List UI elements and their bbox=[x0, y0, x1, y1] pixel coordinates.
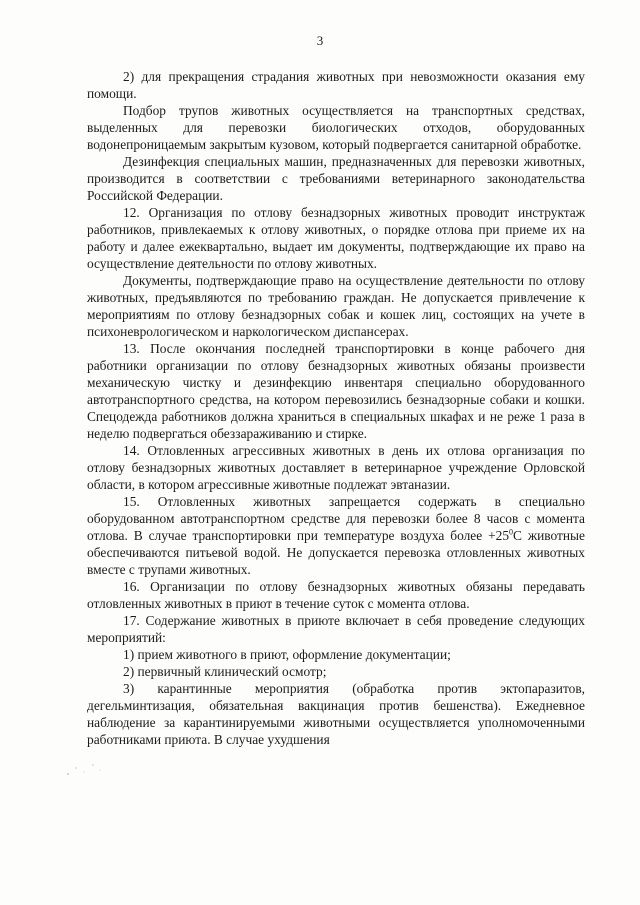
paragraph-15-tail: С животные обеспечиваются питьевой водой. Не допускается перевозка отловленных животных вместе с трупами животных. bbox=[87, 528, 585, 577]
paragraph-15-text: 15. Отловленных животных запрещается содержать в специально оборудованном автотранспортном средстве для перевозки более 8 часов с момента отлова. В случае транспортировки при температуре воздуха более bbox=[87, 494, 585, 543]
degree-mark: 0 bbox=[509, 527, 514, 537]
paragraph: Документы, подтверждающие право на осуществление деятельности по отлову животных, предъявляются по требованию граждан. Не допускается привлечение к мероприятиям по отлову безнадзорных собак и кошек лиц, состоящих на учете в психоневрологическом и наркологическом диспансерах. bbox=[87, 273, 585, 339]
paragraph-15 bbox=[87, 493, 585, 578]
page-number: 3 bbox=[316, 33, 324, 48]
paragraph: 17. Содержание животных в приюте включает в себя проведение следующих мероприятий: bbox=[87, 613, 585, 645]
paragraph: 12. Организация по отлову безнадзорных животных проводит инструктаж работников, привлекаемых к отлову животных, о порядке отлова при приеме их на работу и далее ежеквартально, выдает им документы, подтверждающие их право на осуществление деятельности по отлову животных. bbox=[87, 205, 585, 271]
paragraph: 2) для прекращения страдания животных при невозможности оказания ему помощи. bbox=[87, 69, 585, 101]
paragraph: 16. Организации по отлову безнадзорных животных обязаны передавать отловленных животных в приют в течение суток с момента отлова. bbox=[87, 579, 585, 611]
scan-noise bbox=[62, 756, 112, 786]
list-item: 1) прием животного в приют, оформление документации; bbox=[123, 647, 451, 662]
temperature-value: +25 bbox=[488, 528, 510, 543]
list-item: 2) первичный клинический осмотр; bbox=[123, 664, 327, 679]
document-body bbox=[87, 68, 585, 748]
paragraph: Дезинфекция специальных машин, предназначенных для перевозки животных, производится в соответствии с требованиями ветеринарного законодательства Российской Федерации. bbox=[87, 154, 585, 203]
paragraph: Подбор трупов животных осуществляется на транспортных средствах, выделенных для перевозки биологических отходов, оборудованных водонепроницаемым закрытым кузовом, который подвергается санитарной обработке. bbox=[87, 103, 585, 152]
list-item: 3) карантинные мероприятия (обработка против эктопаразитов, дегельминтизация, обязательная вакцинация против бешенства). Ежедневное наблюдение за карантинируемыми животными осуществляется уполномоченными работниками приюта. В случае ухудшения bbox=[87, 681, 585, 747]
paragraph: 13. После окончания последней транспортировки в конце рабочего дня работники организации по отлову безнадзорных животных обязаны произвести механическую чистку и дезинфекцию инвентаря специально оборудованного автотранспортного средства, на котором перевозились безнадзорные собаки и кошки. Спецодежда работников должна храниться в специальных шкафах и не реже 1 раза в неделю подвергаться обеззараживанию и стирке. bbox=[87, 341, 585, 441]
paragraph: 14. Отловленных агрессивных животных в день их отлова организация по отлову безнадзорных животных доставляет в ветеринарное учреждение Орловской области, в котором агрессивные животные подлежат эвтаназии. bbox=[87, 443, 585, 492]
